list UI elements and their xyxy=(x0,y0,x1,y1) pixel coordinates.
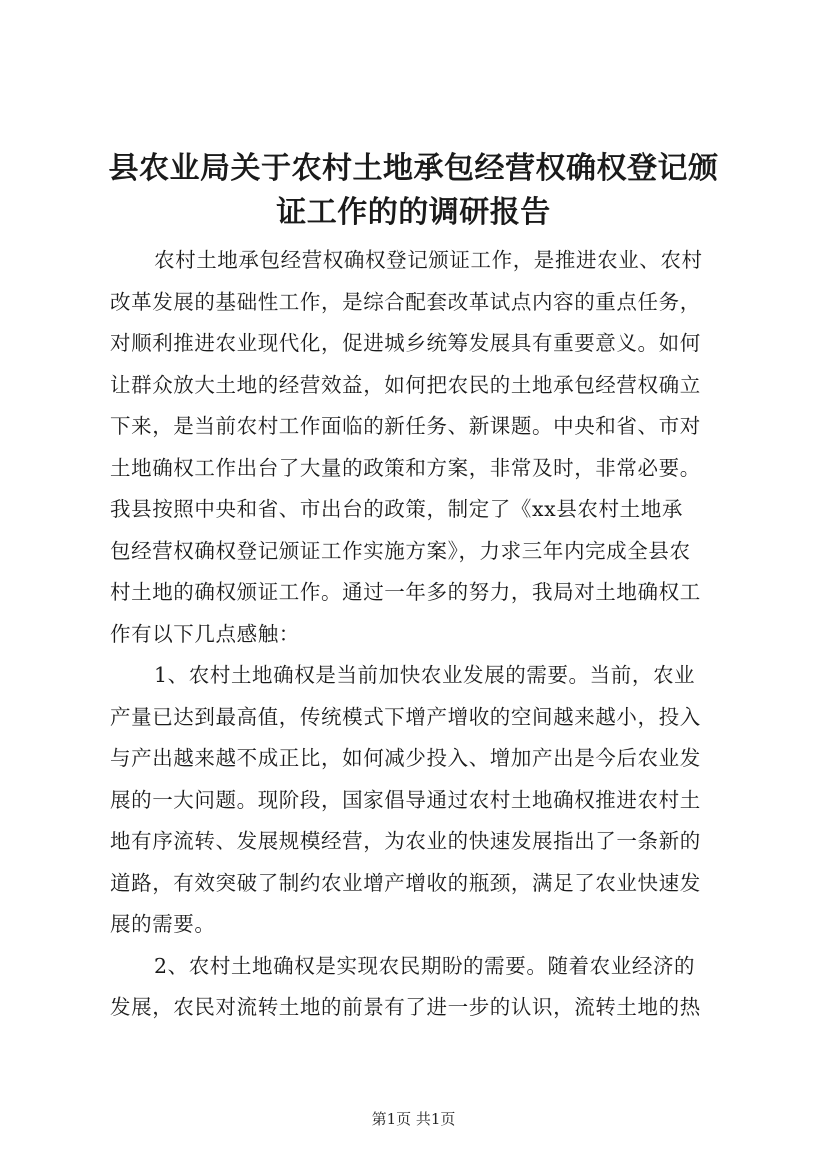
document-title-line-1: 县农业局关于农村土地承包经营权确权登记颁 xyxy=(108,151,719,186)
paragraph-line: 产量已达到最高值，传统模式下增产增收的空间越来越小，投入 xyxy=(110,704,701,729)
paragraph-line: 土地确权工作出台了大量的政策和方案，非常及时，非常必要。 xyxy=(110,455,701,480)
paragraph-line: 2、农村土地确权是实现农民期盼的需要。随着农业经济的 xyxy=(154,953,696,978)
paragraph-line: 展的一大问题。现阶段，国家倡导通过农村土地确权推进农村土 xyxy=(110,787,701,812)
paragraph-line: 与产出越来越不成正比，如何减少投入、增加产出是今后农业发 xyxy=(110,746,701,770)
paragraph-line: 1、农村土地确权是当前加快农业发展的需要。当前，农业 xyxy=(154,663,696,687)
paragraph-line: 对顺利推进农业现代化，促进城乡统筹发展具有重要意义。如何 xyxy=(110,331,701,355)
paragraph-line: 包经营权确权登记颁证工作实施方案》，力求三年内完成全县农 xyxy=(110,538,691,563)
paragraph-line: 道路，有效突破了制约农业增产增收的瓶颈，满足了农业快速发 xyxy=(110,870,701,895)
paragraph-line: 村土地的确权颁证工作。通过一年多的努力，我局对土地确权工 xyxy=(110,580,701,604)
paragraph-line: 我县按照中央和省、市出台的政策，制定了《xx县农村土地承 xyxy=(110,497,683,521)
paragraph-line: 下来，是当前农村工作面临的新任务、新课题。中央和省、市对 xyxy=(110,414,701,438)
paragraph-line: 发展，农民对流转土地的前景有了进一步的认识，流转土地的热 xyxy=(110,995,701,1019)
paragraph-line: 作有以下几点感触： xyxy=(110,621,300,646)
paragraph-line: 展的需要。 xyxy=(110,912,216,936)
document-body xyxy=(110,240,750,1029)
paragraph-line: 改革发展的基础性工作，是综合配套改革试点内容的重点任务， xyxy=(110,289,701,314)
paragraph-line: 地有序流转、发展规模经营，为农业的快速发展指出了一条新的 xyxy=(110,829,701,853)
page-footer: 第1页 共1页 xyxy=(371,1110,456,1128)
paragraph-line: 农村土地承包经营权确权登记颁证工作，是推进农业、农村 xyxy=(154,248,703,272)
paragraph-line: 让群众放大土地的经营效益，如何把农民的土地承包经营权确立 xyxy=(110,372,701,397)
document-title-line-2: 证工作的的调研报告 xyxy=(276,195,551,230)
